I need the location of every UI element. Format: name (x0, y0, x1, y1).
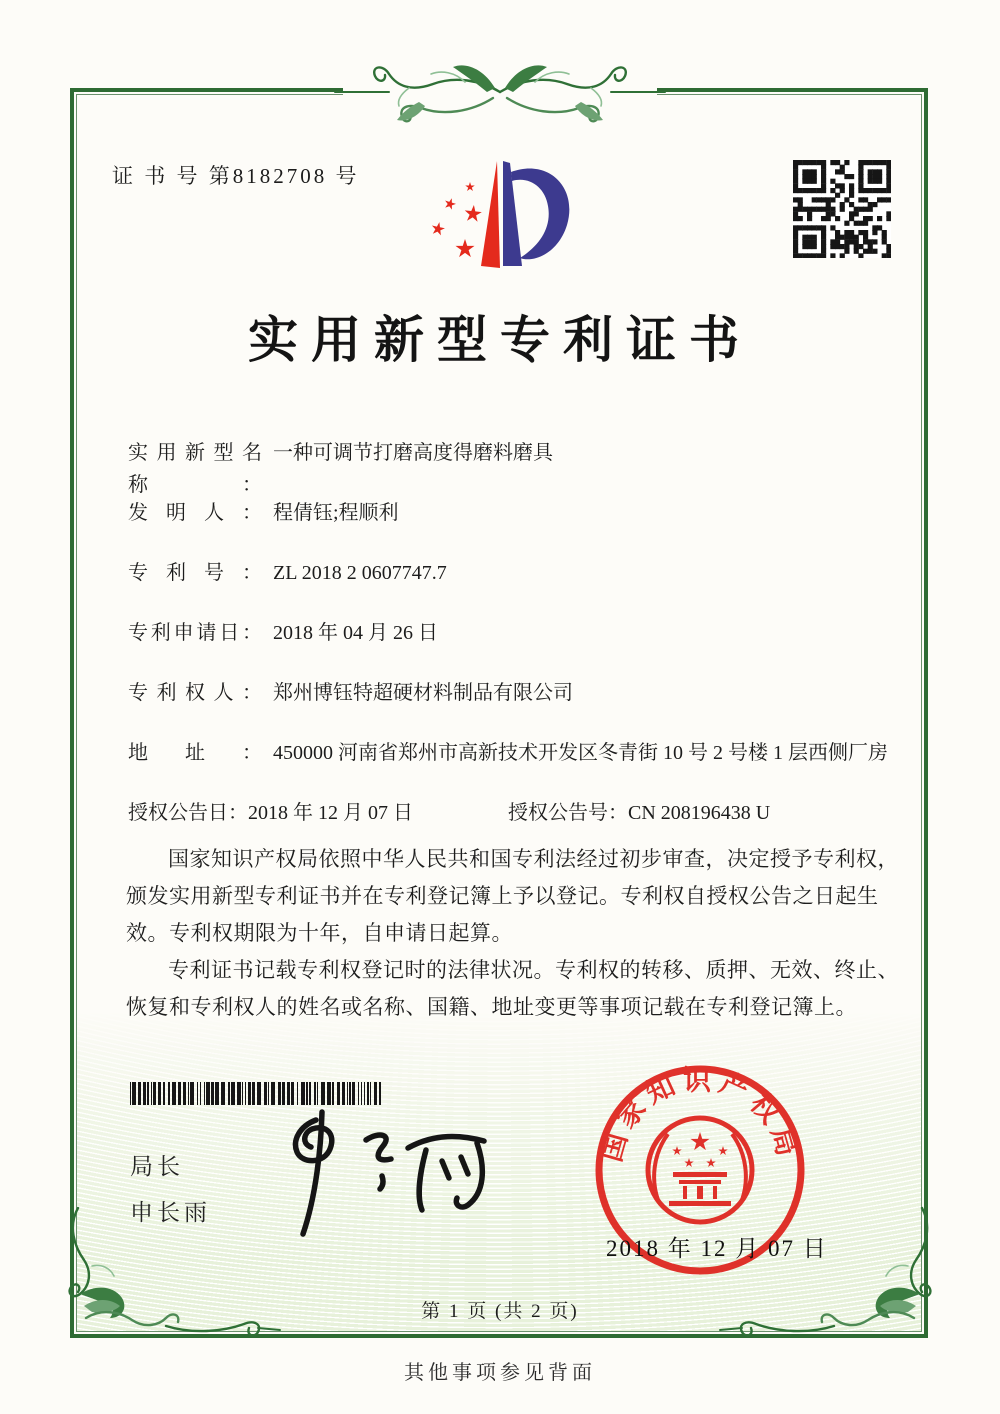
grant-number-label: 授权公告号： (508, 802, 628, 824)
commissioner-title: 局长 (130, 1153, 184, 1179)
legal-text-block (126, 841, 910, 1026)
legal-paragraph-2: 专利证书记载专利权登记时的法律状况。专利权的转移、质押、无效、终止、恢复和专利权人的姓名或名称、国籍、地址变更等事项记载在专利登记簿上。 (126, 958, 899, 1019)
field-label: 专利权人： (128, 682, 262, 704)
commissioner-signature (250, 1104, 505, 1244)
logo-blue-bowl (511, 168, 569, 259)
field-value: 2018 年 04 月 26 日 (273, 622, 438, 644)
field-value: 郑州博钰特超硬材料制品有限公司 (273, 682, 573, 704)
field-value: 程倩钰;程顺利 (273, 502, 399, 524)
svg-text:国家知识产权局 (595, 1065, 803, 1166)
grant-number (508, 797, 770, 829)
grant-date-label: 授权公告日： (128, 802, 248, 824)
field-value: 一种可调节打磨高度得磨料磨具 (273, 442, 553, 464)
page-number: 第 1 页 (共 2 页) (421, 1301, 579, 1322)
field-row-filing-date (128, 617, 928, 649)
seal-national-emblem (648, 1118, 752, 1222)
field-label: 专利号： (128, 562, 262, 584)
field-value: 450000 河南省郑州市高新技术开发区冬青街 10 号 2 号楼 1 层西侧厂房 (273, 742, 888, 764)
field-label: 发明人： (128, 502, 262, 524)
top-flourish-ornament (305, 42, 695, 138)
field-label: 地址： (128, 742, 262, 764)
qr-code (793, 160, 891, 258)
field-row-inventor (128, 497, 928, 529)
field-label: 专利申请日： (128, 622, 262, 644)
seal-date: 2018 年 12 月 07 日 (606, 1236, 828, 1261)
cnipa-logo (415, 150, 595, 290)
field-row-utility-model-name (128, 437, 928, 501)
grant-date (128, 802, 413, 824)
grant-number-value: CN 208196438 U (628, 802, 771, 824)
certificate-title: 实用新型专利证书 (248, 312, 752, 368)
barcode (130, 1082, 388, 1105)
certificate-number: 证 书 号 第8182708 号 (112, 164, 360, 188)
field-label: 实用新型名称： (128, 442, 262, 496)
field-row-patentee (128, 677, 928, 709)
grant-date-value: 2018 年 12 月 07 日 (248, 802, 413, 824)
field-row-patent-number (128, 557, 928, 589)
commissioner-name: 申长雨 (130, 1199, 211, 1225)
field-row-grant (128, 797, 928, 829)
seal-ring-text: 国家知识产权局 (596, 1065, 804, 1166)
logo-red-triangle (481, 161, 500, 268)
back-side-note: 其他事项参见背面 (404, 1362, 596, 1384)
field-value: ZL 2018 2 0607747.7 (273, 562, 447, 584)
field-row-address (128, 737, 928, 769)
legal-paragraph-1: 国家知识产权局依照中华人民共和国专利法经过初步审查，决定授予专利权，颁发实用新型专利证书并在专利登记簿上予以登记。专利权自授权公告之日起生效。专利权期限为十年，自申请日起算。 (126, 847, 899, 945)
